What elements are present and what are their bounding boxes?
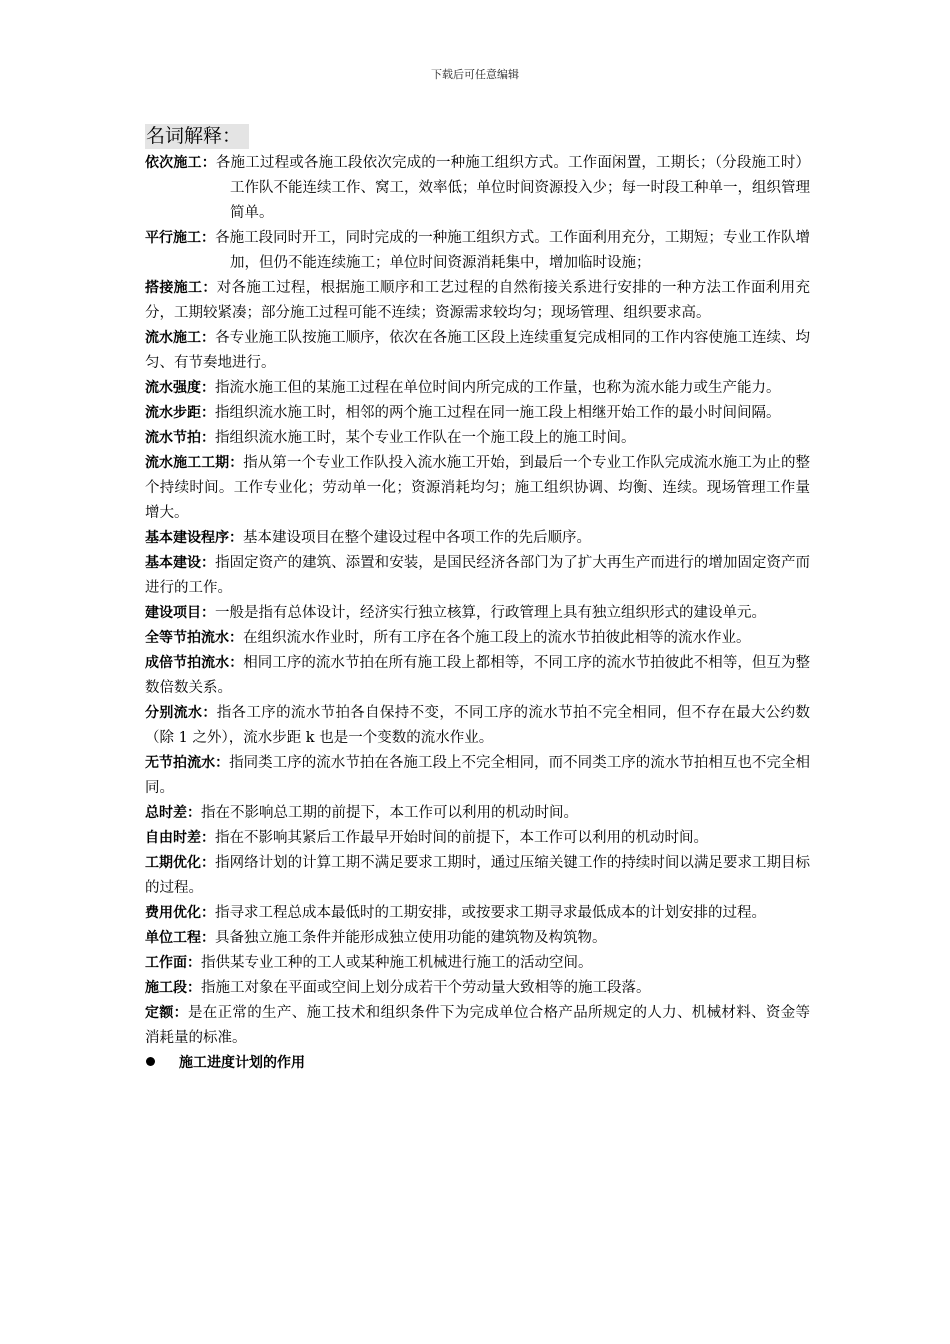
- definition-entry: [145, 526, 810, 551]
- definition-term: 总时差：: [145, 805, 201, 821]
- definition-term: 流水施工：: [145, 330, 216, 346]
- definition-term: 费用优化：: [145, 905, 215, 921]
- definition-term: 平行施工：: [145, 230, 216, 246]
- definition-entry: [145, 401, 810, 426]
- definition-term: 成倍节拍流水：: [145, 655, 244, 671]
- definition-entry: [145, 976, 810, 1001]
- definition-text: 对各施工过程，根据施工顺序和工艺过程的自然衔接关系进行安排的一种方法工作面利用充分，工期较紧凑；部分施工过程可能不连续；资源需求较均匀；现场管理、组织要求高。: [145, 280, 811, 321]
- definition-entry: [145, 1001, 810, 1051]
- definition-entry: [145, 626, 810, 651]
- definition-term: 建设项目：: [145, 605, 215, 621]
- definition-term: 流水强度：: [145, 380, 215, 396]
- section-title: 名词解释：: [145, 124, 249, 149]
- definition-term: 搭接施工：: [145, 280, 217, 296]
- definition-term: 自由时差：: [145, 830, 215, 846]
- definition-text: 指组织流水施工时，某个专业工作队在一个施工段上的施工时间。: [215, 430, 636, 446]
- definition-text: 指流水施工但的某施工过程在单位时间内所完成的工作量，也称为流水能力或生产能力。: [215, 380, 781, 396]
- definition-term: 施工段：: [145, 980, 201, 996]
- definition-entry: [145, 226, 810, 276]
- definition-entry: [145, 551, 810, 601]
- definition-text: 指各工序的流水节拍各自保持不变，不同工序的流水节拍不完全相同，但不存在最大公约数（除 1 之外），流水步距 k 也是一个变数的流水作业。: [145, 705, 811, 746]
- definition-entry: [145, 451, 810, 526]
- page-header: 下载后可任意编辑: [431, 68, 519, 81]
- definition-entry: [145, 901, 810, 926]
- bullet-text: 施工进度计划的作用: [179, 1055, 305, 1071]
- definition-term: 工作面：: [145, 955, 201, 971]
- definition-text: 指寻求工程总成本最低时的工期安排，或按要求工期寻求最低成本的计划安排的过程。: [215, 905, 766, 921]
- definition-text: 基本建设项目在整个建设过程中各项工作的先后顺序。: [243, 530, 591, 546]
- definition-text: 指施工对象在平面或空间上划分成若干个劳动量大致相等的施工段落。: [201, 980, 651, 996]
- definition-text: 各施工段同时开工，同时完成的一种施工组织方式。工作面利用充分，工期短；专业工作队增加，但仍不能连续施工；单位时间资源消耗集中，增加临时设施；: [215, 230, 811, 271]
- definition-entry: [145, 376, 810, 401]
- definition-text: 一般是指有总体设计，经济实行独立核算，行政管理上具有独立组织形式的建设单元。: [215, 605, 766, 621]
- definition-entry: [145, 326, 810, 376]
- definition-entry: [145, 951, 810, 976]
- definition-entry: [145, 701, 810, 751]
- definition-text: 指网络计划的计算工期不满足要求工期时，通过压缩关键工作的持续时间以满足要求工期目标的过程。: [145, 855, 811, 896]
- bullet-item: [145, 1051, 810, 1076]
- definition-term: 分别流水：: [145, 705, 217, 721]
- definition-text: 相同工序的流水节拍在所有施工段上都相等，不同工序的流水节拍彼此不相等，但互为整数倍数关系。: [145, 655, 810, 696]
- definition-term: 工期优化：: [145, 855, 216, 871]
- definition-text: 各施工过程或各施工段依次完成的一种施工组织方式。工作面闲置，工期长；（分段施工时）工作队不能连续工作、窝工，效率低；单位时间资源投入少；每一时段工种单一，组织管理简单。: [215, 155, 811, 221]
- definition-term: 全等节拍流水：: [145, 630, 243, 646]
- bullet-dot-icon: [146, 1057, 155, 1066]
- definition-text: 指在不影响其紧后工作最早开始时间的前提下，本工作可以利用的机动时间。: [215, 830, 708, 846]
- definition-entry: [145, 426, 810, 451]
- definition-entry: [145, 276, 810, 326]
- definition-text: 指组织流水施工时，相邻的两个施工过程在同一施工段上相继开始工作的最小时间间隔。: [215, 405, 781, 421]
- definition-entry: [145, 926, 810, 951]
- definition-term: 基本建设程序：: [145, 530, 243, 546]
- definition-entry: [145, 826, 810, 851]
- definition-entry: [145, 801, 810, 826]
- definition-text: 具备独立施工条件并能形成独立使用功能的建筑物及构筑物。: [215, 930, 607, 946]
- definition-list: [145, 151, 810, 1051]
- definition-text: 指固定资产的建筑、添置和安装，是国民经济各部门为了扩大再生产而进行的增加固定资产而进行的工作。: [145, 555, 811, 596]
- definition-text: 指从第一个专业工作队投入流水施工开始，到最后一个专业工作队完成流水施工为止的整个持续时间。工作专业化；劳动单一化；资源消耗均匀；施工组织协调、均衡、连续。现场管理工作量增大。: [145, 455, 810, 521]
- definition-entry: [145, 851, 810, 901]
- definition-term: 流水节拍：: [145, 430, 215, 446]
- definition-entry: [145, 651, 810, 701]
- content-area: [145, 124, 810, 1076]
- definition-text: 是在正常的生产、施工技术和组织条件下为完成单位合格产品所规定的人力、机械材料、资金等消耗量的标准。: [145, 1005, 811, 1046]
- definition-text: 各专业施工队按施工顺序，依次在各施工区段上连续重复完成相同的工作内容使施工连续、均匀、有节奏地进行。: [145, 330, 811, 371]
- definition-text: 指在不影响总工期的前提下，本工作可以利用的机动时间。: [201, 805, 578, 821]
- definition-term: 单位工程：: [145, 930, 215, 946]
- definition-term: 基本建设：: [145, 555, 216, 571]
- definition-term: 流水施工工期：: [145, 455, 244, 471]
- definition-term: 无节拍流水：: [145, 755, 230, 771]
- definition-term: 定额：: [145, 1005, 188, 1021]
- definition-text: 指同类工序的流水节拍在各施工段上不完全相同，而不同类工序的流水节拍相互也不完全相同。: [145, 755, 811, 796]
- definition-entry: [145, 601, 810, 626]
- definition-text: 在组织流水作业时，所有工序在各个施工段上的流水节拍彼此相等的流水作业。: [243, 630, 751, 646]
- definition-text: 指供某专业工种的工人或某种施工机械进行施工的活动空间。: [201, 955, 593, 971]
- definition-term: 流水步距：: [145, 405, 215, 421]
- definition-entry: [145, 751, 810, 801]
- definition-entry: [145, 151, 810, 226]
- definition-term: 依次施工：: [145, 155, 216, 171]
